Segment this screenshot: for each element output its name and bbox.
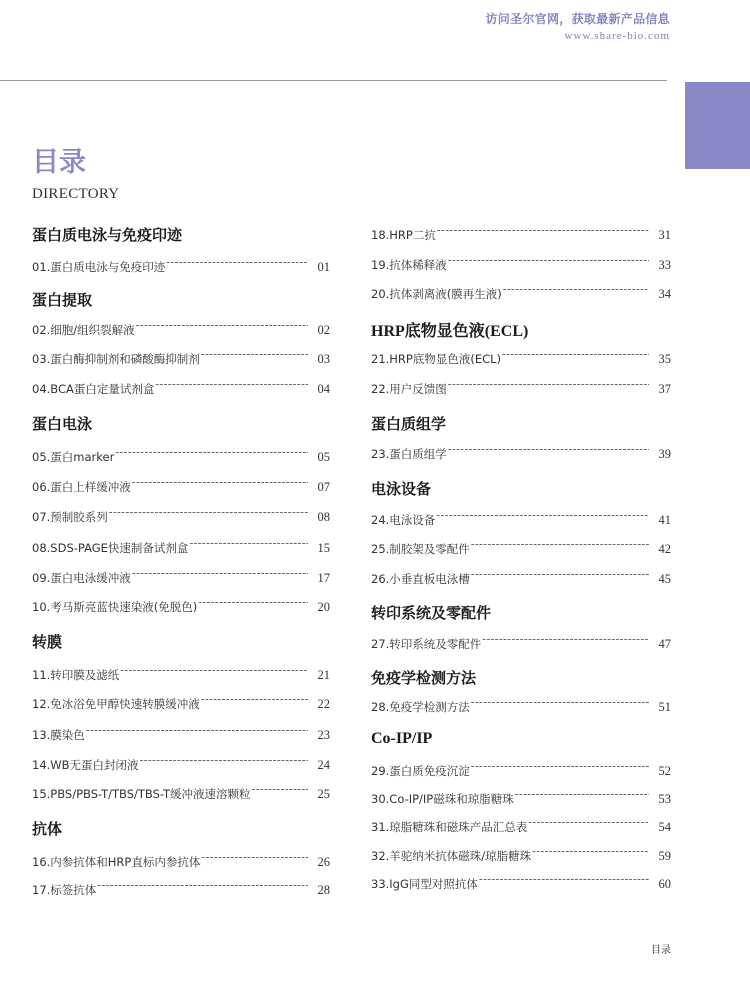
dot-leader [140,755,308,769]
toc-entry[interactable] [32,880,330,898]
toc-entry-page: 03 [317,352,330,366]
toc-entry-page: 04 [317,382,330,396]
header-divider [0,80,667,81]
toc-entry-label: 14.WB无蛋白封闭液 [32,758,139,772]
dot-leader [201,852,308,866]
dot-leader [198,597,308,611]
page-title: 目录 [32,147,86,178]
toc-entry[interactable] [371,817,671,835]
toc-entry[interactable] [371,874,671,892]
toc-entry-page: 45 [658,572,671,586]
dot-leader [471,569,649,583]
toc-entry[interactable] [32,538,330,556]
dot-leader [502,349,649,363]
dot-leader [252,784,308,798]
dot-leader [528,817,649,831]
dot-leader [136,320,308,334]
toc-entry-page: 02 [317,323,330,337]
toc-entry-label: 13.膜染色 [32,728,85,742]
toc-entry-label: 05.蛋白marker [32,450,115,464]
toc-entry[interactable] [371,846,671,864]
toc-entry-label: 16.内参抗体和HRP直标内参抗体 [32,855,201,869]
toc-entry-label: 12.免冰浴免甲醇快速转膜缓冲液 [32,697,200,711]
dot-leader [115,447,308,461]
toc-entry-label: 11.转印膜及滤纸 [32,668,120,682]
toc-entry[interactable] [32,568,330,586]
toc-entry-page: 41 [658,513,671,527]
toc-entry-label: 30.Co-IP/IP磁珠和琼脂糖珠 [371,792,514,806]
toc-entry-page: 07 [317,480,330,494]
toc-entry[interactable] [32,755,330,773]
toc-entry-page: 31 [658,228,671,242]
toc-entry-label: 29.蛋白质免疫沉淀 [371,764,470,778]
website-url-link[interactable]: www.share-bio.com [564,30,670,42]
toc-entry-label: 31.琼脂糖珠和磁珠产品汇总表 [371,820,528,834]
toc-section-heading: 抗体 [32,820,63,838]
toc-entry[interactable] [371,284,671,302]
toc-entry[interactable] [32,725,330,743]
toc-entry-label: 22.用户反馈图 [371,382,447,396]
toc-entry[interactable] [371,634,671,652]
dot-leader [471,697,649,711]
toc-entry-page: 35 [658,352,671,366]
dot-leader [532,846,649,860]
toc-entry-page: 20 [317,600,330,614]
toc-section-heading: 蛋白质电泳与免疫印迹 [32,226,183,244]
toc-entry[interactable] [371,510,671,528]
toc-entry-page: 08 [317,510,330,524]
dot-leader [448,379,649,393]
toc-entry-label: 28.免疫学检测方法 [371,700,470,714]
toc-entry[interactable] [32,784,330,802]
toc-entry-label: 25.制胶架及零配件 [371,542,470,556]
toc-entry-label: 18.HRP二抗 [371,228,436,242]
toc-entry-page: 15 [317,541,330,555]
toc-entry[interactable] [32,447,330,465]
dot-leader [448,444,649,458]
dot-leader [189,538,308,552]
dot-leader [437,225,649,239]
toc-entry-label: 23.蛋白质组学 [371,447,447,461]
toc-entry-page: 17 [317,571,330,585]
section-color-tab [685,82,750,169]
dot-leader [120,665,308,679]
toc-entry-page: 37 [658,382,671,396]
dot-leader [503,284,649,298]
toc-entry-page: 53 [658,792,671,806]
toc-section-heading: 转膜 [32,633,63,651]
toc-section-heading: 蛋白提取 [32,291,93,309]
dot-leader [86,725,308,739]
toc-entry[interactable] [371,255,671,273]
toc-entry[interactable] [32,852,330,870]
toc-entry-label: 21.HRP底物显色液(ECL) [371,352,502,366]
toc-entry-page: 34 [658,287,671,301]
dot-leader [471,539,649,553]
toc-entry[interactable] [32,257,330,275]
dot-leader [436,510,649,524]
toc-entry-page: 23 [317,728,330,742]
toc-section-heading: 免疫学检测方法 [371,669,477,687]
toc-entry[interactable] [32,507,330,525]
dot-leader [132,477,308,491]
dot-leader [201,349,308,363]
toc-entry-page: 26 [317,855,330,869]
toc-entry-page: 33 [658,258,671,272]
toc-section-heading: Co-IP/IP [371,730,433,747]
toc-entry-label: 04.BCA蛋白定量试剂盒 [32,382,155,396]
toc-entry-label: 32.羊驼纳米抗体磁珠/琼脂糖珠 [371,849,532,863]
toc-entry-label: 09.蛋白电泳缓冲液 [32,571,131,585]
dot-leader [201,694,308,708]
toc-entry-label: 27.转印系统及零配件 [371,637,482,651]
toc-entry-label: 06.蛋白上样缓冲液 [32,480,131,494]
toc-entry-page: 52 [658,764,671,778]
toc-entry-page: 24 [317,758,330,772]
dot-leader [448,255,649,269]
dot-leader [471,761,649,775]
toc-entry[interactable] [32,477,330,495]
toc-entry-label: 15.PBS/PBS-T/TBS/TBS-T缓冲液速溶颗粒 [32,787,251,801]
toc-entry-page: 22 [317,697,330,711]
toc-entry[interactable] [371,697,671,715]
dot-leader [109,507,308,521]
toc-entry-label: 33.IgG同型对照抗体 [371,877,478,891]
toc-entry[interactable] [32,665,330,683]
toc-entry-page: 25 [317,787,330,801]
toc-entry[interactable] [371,444,671,462]
toc-section-heading: 蛋白电泳 [32,415,93,433]
dot-leader [482,634,649,648]
toc-entry-page: 21 [317,668,330,682]
toc-entry-label: 24.电泳设备 [371,513,436,527]
toc-entry-page: 01 [317,260,330,274]
toc-section-heading: HRP底物显色液(ECL) [371,323,529,340]
toc-entry[interactable] [32,597,330,615]
toc-section-heading: 电泳设备 [371,480,432,498]
page-footer-label: 目录 [651,945,671,956]
toc-entry-page: 39 [658,447,671,461]
toc-entry-label: 26.小垂直板电泳槽 [371,572,470,586]
toc-entry-page: 47 [658,637,671,651]
toc-entry-page: 51 [658,700,671,714]
toc-entry[interactable] [371,225,671,243]
toc-entry-label: 07.预制胶系列 [32,510,108,524]
toc-entry-page: 59 [658,849,671,863]
toc-entry[interactable] [371,569,671,587]
toc-entry-page: 05 [317,450,330,464]
toc-entry-label: 01.蛋白质电泳与免疫印迹 [32,260,166,274]
toc-entry-page: 42 [658,542,671,556]
toc-entry-label: 03.蛋白酶抑制剂和磷酸酶抑制剂 [32,352,200,366]
toc-section-heading: 转印系统及零配件 [371,604,492,622]
dot-leader [479,874,649,888]
toc-entry[interactable] [371,349,671,367]
toc-entry[interactable] [371,789,671,807]
toc-entry-label: 19.抗体稀释液 [371,258,447,272]
toc-entry[interactable] [371,539,671,557]
toc-entry-page: 54 [658,820,671,834]
dot-leader [166,257,308,271]
toc-entry-label: 17.标签抗体 [32,883,97,897]
toc-entry[interactable] [32,379,330,397]
toc-entry[interactable] [371,761,671,779]
dot-leader [515,789,649,803]
toc-entry-label: 10.考马斯亮蓝快速染液(免脱色) [32,600,198,614]
toc-entry-label: 20.抗体剥离液(膜再生液) [371,287,502,301]
dot-leader [97,880,308,894]
toc-entry[interactable] [32,694,330,712]
toc-entry-label: 02.细胞/组织裂解液 [32,323,135,337]
page-subtitle: DIRECTORY [32,186,120,202]
toc-section-heading: 蛋白质组学 [371,415,447,433]
dot-leader [155,379,308,393]
toc-entry[interactable] [32,320,330,338]
dot-leader [132,568,308,582]
header-info [485,10,670,42]
toc-entry-page: 28 [317,883,330,897]
visit-website-text[interactable]: 访问圣尔官网，获取最新产品信息 [485,12,670,26]
toc-entry-page: 60 [658,877,671,891]
toc-entry[interactable] [32,349,330,367]
toc-entry[interactable] [371,379,671,397]
toc-entry-label: 08.SDS-PAGE快速制备试剂盒 [32,541,189,555]
